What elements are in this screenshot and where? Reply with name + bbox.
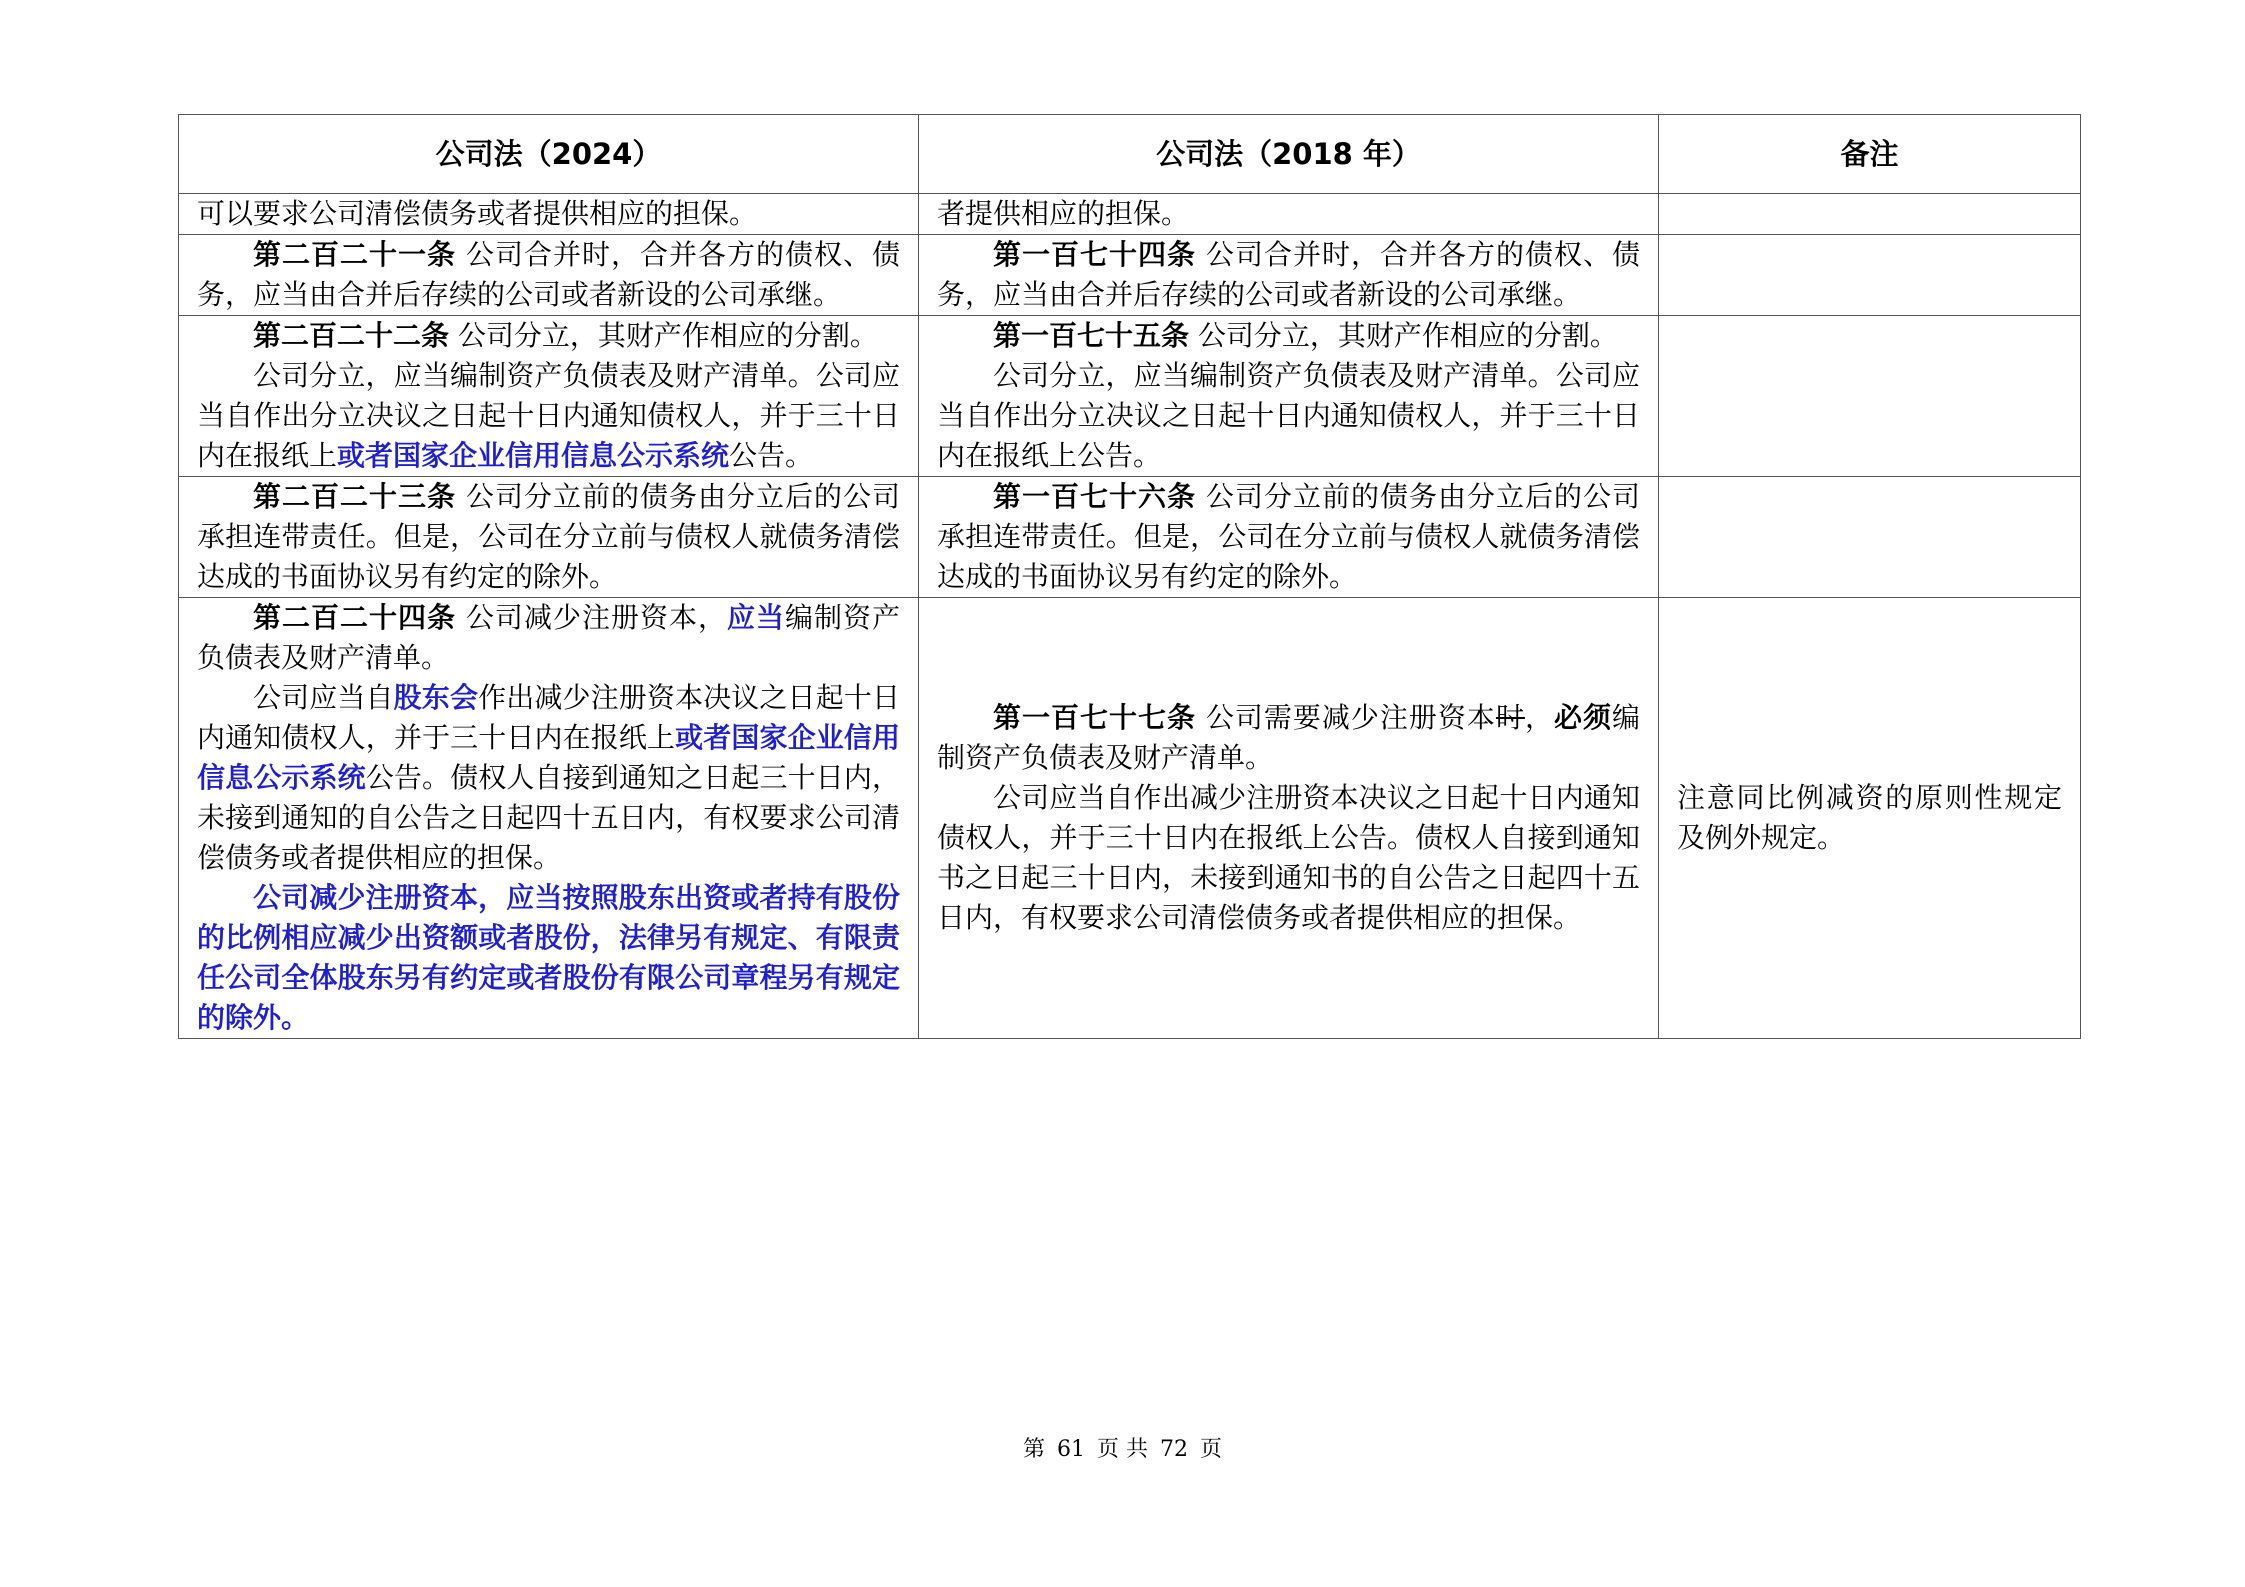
table-row	[179, 598, 2081, 1039]
article-number: 第一百七十七条	[993, 701, 1197, 734]
article-text: 编制资产负债表及财产清单。	[937, 701, 1640, 774]
page-number: 61	[1057, 1437, 1085, 1462]
footer-middle: 页 共	[1097, 1437, 1148, 1462]
table-row	[179, 477, 2081, 598]
cell-text: 公司分立，应当编制资产负债表及财产清单。公司应当自作出分立决议之日起十日内通知债权人，并于三十日内在报纸上公告。	[937, 359, 1640, 472]
cell-old	[919, 598, 1659, 1039]
cell-text	[937, 698, 1640, 778]
cell-old	[919, 235, 1659, 316]
article-text: ，	[1524, 701, 1554, 734]
article-text: 公告。债权人自接到通知之日起三十日内，未接到通知的自公告之日起四十五日内，有权要求公司清偿债务或者提供相应的担保。	[197, 761, 900, 874]
amendment-highlight: 股东会	[393, 681, 479, 714]
article-number: 第二百二十四条	[253, 601, 457, 634]
amendment-highlight: 公司减少注册资本，应当按照股东出资或者持有股份的比例相应减少出资额或者股份，法律另有规定、有限责任公司全体股东另有约定或者股份有限公司章程另有规定的除外。	[197, 881, 900, 1034]
cell-note	[1659, 316, 2081, 477]
cell-text	[197, 235, 900, 315]
total-pages: 72	[1160, 1437, 1188, 1462]
cell-text	[197, 316, 900, 356]
cell-text	[197, 356, 900, 476]
article-text: 作出减少注册资本决议之日起十日内通知债权人，并于三十日内在报纸上	[197, 681, 900, 754]
table-row	[179, 194, 2081, 235]
cell-text	[197, 678, 900, 878]
changed-text: 必须	[1553, 701, 1612, 734]
cell-text	[197, 477, 900, 597]
article-text: 公司合并时，合并各方的债权、债务，应当由合并后存续的公司或者新设的公司承继。	[197, 238, 900, 311]
comparison-table	[178, 114, 2081, 1039]
article-text: 公司分立，应当编制资产负债表及财产清单。公司应当自作出分立决议之日起十日内通知债权人，并于三十日内在报纸上	[197, 359, 900, 472]
article-number: 第二百二十三条	[253, 480, 457, 513]
cell-text: 者提供相应的担保。	[937, 197, 1190, 230]
header-notes: 备注	[1659, 115, 2081, 194]
cell-text	[937, 477, 1640, 597]
article-text: 公司分立前的债务由分立后的公司承担连带责任。但是，公司在分立前与债权人就债务清偿达成的书面协议另有约定的除外。	[937, 480, 1640, 593]
deleted-text: 时	[1495, 701, 1525, 734]
footer-suffix: 页	[1200, 1437, 1223, 1462]
cell-new	[179, 477, 919, 598]
article-number: 第一百七十五条	[993, 319, 1190, 352]
header-new-law: 公司法（2024）	[179, 115, 919, 194]
cell-note	[1659, 598, 2081, 1039]
article-text: 公司分立，其财产作相应的分割。	[449, 319, 878, 352]
cell-text	[937, 235, 1640, 315]
article-number: 第二百二十一条	[253, 238, 457, 271]
cell-old	[919, 316, 1659, 477]
cell-new	[179, 598, 919, 1039]
cell-note	[1659, 235, 2081, 316]
table-row	[179, 235, 2081, 316]
note-text: 注意同比例减资的原则性规定及例外规定。	[1677, 781, 2062, 854]
article-text: 公告。	[729, 439, 814, 472]
header-row	[179, 115, 2081, 194]
page-footer	[0, 1432, 2245, 1463]
article-text: 公司分立，其财产作相应的分割。	[1189, 319, 1618, 352]
cell-text: 可以要求公司清偿债务或者提供相应的担保。	[197, 197, 758, 230]
cell-text: 公司应当自作出减少注册资本决议之日起十日内通知债权人，并于三十日内在报纸上公告。债权人自接到通知书之日起三十日内，未接到通知书的自公告之日起四十五日内，有权要求公司清偿债务或者提供相应的担保。	[937, 781, 1640, 934]
amendment-highlight: 或者国家企业信用信息公示系统	[337, 439, 730, 472]
footer-prefix: 第	[1022, 1437, 1045, 1462]
cell-old	[919, 477, 1659, 598]
cell-new	[179, 235, 919, 316]
cell-new	[179, 316, 919, 477]
amendment-highlight: 应当	[726, 601, 785, 634]
table-row	[179, 316, 2081, 477]
article-number: 第一百七十六条	[993, 480, 1197, 513]
article-number: 第二百二十二条	[253, 319, 450, 352]
cell-text	[937, 316, 1640, 356]
cell-note	[1659, 194, 2081, 235]
article-text: 公司需要减少注册资本	[1196, 701, 1496, 734]
amendment-highlight: 或者国家企业信用信息公示系统	[197, 721, 900, 794]
article-text: 公司分立前的债务由分立后的公司承担连带责任。但是，公司在分立前与债权人就债务清偿达成的书面协议另有约定的除外。	[197, 480, 900, 593]
cell-note	[1659, 477, 2081, 598]
article-number: 第一百七十四条	[993, 238, 1197, 271]
article-text: 公司减少注册资本，	[456, 601, 727, 634]
header-old-law: 公司法（2018 年）	[919, 115, 1659, 194]
article-text: 编制资产负债表及财产清单。	[197, 601, 900, 674]
cell-text	[197, 598, 900, 678]
article-text: 公司应当自	[253, 681, 394, 714]
cell-old	[919, 194, 1659, 235]
cell-new	[179, 194, 919, 235]
article-text: 公司合并时，合并各方的债权、债务，应当由合并后存续的公司或者新设的公司承继。	[937, 238, 1640, 311]
